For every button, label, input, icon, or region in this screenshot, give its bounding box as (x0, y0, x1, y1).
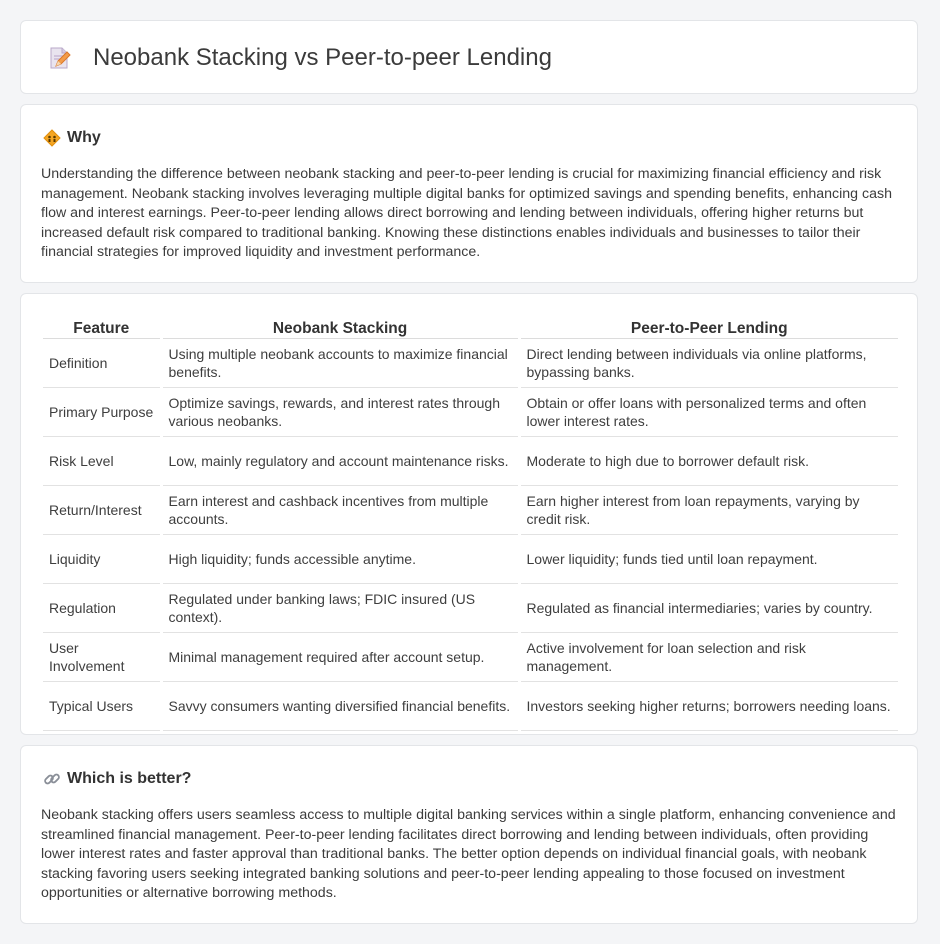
feature-cell: Typical Users (43, 682, 161, 731)
p2p-cell: Regulated as financial intermediaries; varies by country. (519, 584, 898, 633)
better-text: Neobank stacking offers users seamless access to multiple digital banking services within a single platform, enhancing convenience and streamlined financial management. Peer-to-peer lending facilitates direct borrowing and lending between individuals, often providing lower interest rates and faster approval than traditional banks. The better option depends on individual financial goals, with neobank stacking favoring users seeking integrated banking solutions and peer-to-peer lending appealing to those focused on investment opportunities or alternative borrowing methods. (41, 807, 896, 902)
title-card (20, 20, 918, 94)
column-header: Feature (43, 314, 161, 339)
feature-cell: Return/Interest (43, 486, 161, 535)
neobank-cell: High liquidity; funds accessible anytime. (161, 535, 519, 584)
bulb-sign-icon (43, 129, 61, 147)
p2p-cell: Direct lending between individuals via online platforms, bypassing banks. (519, 339, 898, 388)
neobank-cell: Using multiple neobank accounts to maximize financial benefits. (161, 339, 519, 388)
why-heading: Why (67, 129, 101, 146)
comparison-section (20, 293, 918, 735)
table-row (43, 682, 898, 731)
better-heading: Which is better? (67, 770, 192, 787)
table-row (43, 535, 898, 584)
table-row (43, 633, 898, 682)
which-better-section (20, 745, 918, 924)
feature-cell: User Involvement (43, 633, 161, 682)
p2p-cell: Moderate to high due to borrower default risk. (519, 437, 898, 486)
feature-cell: Primary Purpose (43, 388, 161, 437)
neobank-cell: Minimal management required after account setup. (161, 633, 519, 682)
why-text: Understanding the difference between neobank stacking and peer-to-peer lending is crucial for maximizing financial efficiency and risk management. Neobank stacking involves leveraging multiple digital banks for optimized savings and spending benefits, enhancing cash flow and interest earnings. Peer-to-peer lending allows direct borrowing and lending between individuals, offering higher returns but increased default risk compared to traditional banking. Knowing these distinctions enables individuals and businesses to tailor their financial strategies for improved liquidity and investment performance. (41, 166, 892, 261)
table-row (43, 584, 898, 633)
p2p-cell: Lower liquidity; funds tied until loan repayment. (519, 535, 898, 584)
feature-cell: Regulation (43, 584, 161, 633)
better-heading-row (43, 768, 191, 790)
neobank-cell: Savvy consumers wanting diversified financial benefits. (161, 682, 519, 731)
edit-document-icon (47, 45, 73, 71)
table-header-row (43, 314, 898, 339)
why-section (20, 104, 918, 283)
neobank-cell: Earn interest and cashback incentives from multiple accounts. (161, 486, 519, 535)
feature-cell: Liquidity (43, 535, 161, 584)
p2p-cell: Active involvement for loan selection and risk management. (519, 633, 898, 682)
column-header: Neobank Stacking (161, 314, 519, 339)
table-row (43, 339, 898, 388)
p2p-cell: Earn higher interest from loan repayments, varying by credit risk. (519, 486, 898, 535)
feature-cell: Definition (43, 339, 161, 388)
neobank-cell: Low, mainly regulatory and account maintenance risks. (161, 437, 519, 486)
comparison-table (43, 314, 898, 731)
page-title: Neobank Stacking vs Peer-to-peer Lending (93, 44, 552, 71)
p2p-cell: Obtain or offer loans with personalized terms and often lower interest rates. (519, 388, 898, 437)
why-heading-row (43, 127, 101, 149)
p2p-cell: Investors seeking higher returns; borrowers needing loans. (519, 682, 898, 731)
table-row (43, 437, 898, 486)
table-row (43, 388, 898, 437)
table-row (43, 486, 898, 535)
column-header: Peer-to-Peer Lending (519, 314, 898, 339)
neobank-cell: Optimize savings, rewards, and interest rates through various neobanks. (161, 388, 519, 437)
neobank-cell: Regulated under banking laws; FDIC insured (US context). (161, 584, 519, 633)
feature-cell: Risk Level (43, 437, 161, 486)
link-icon (43, 770, 61, 788)
